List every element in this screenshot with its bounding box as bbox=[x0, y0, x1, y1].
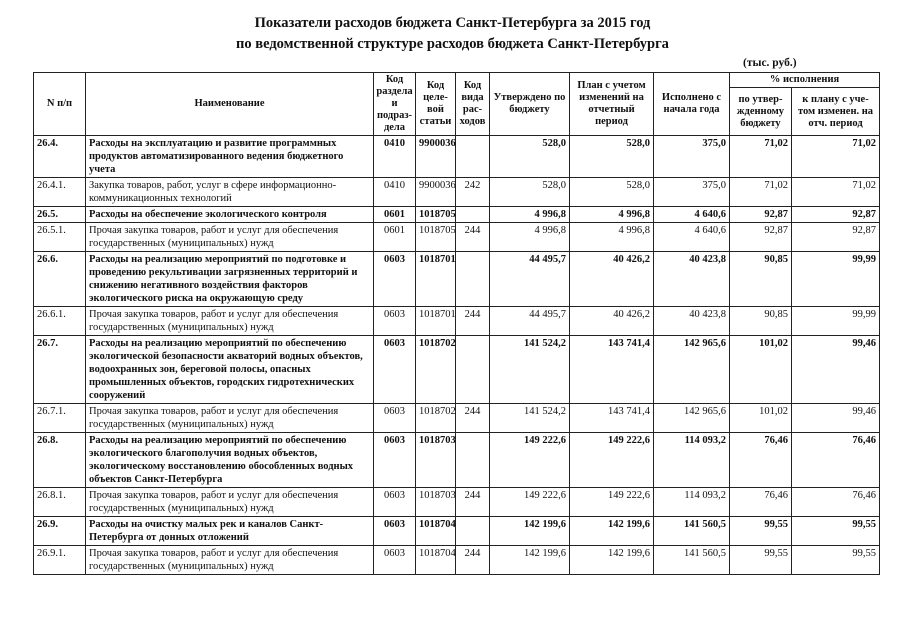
cell-target: 1018704 bbox=[416, 517, 456, 546]
cell-name: Расходы на очистку малых рек и каналов Санкт-Петербурга от донных отложений bbox=[86, 517, 374, 546]
header-approved: Утверждено по бюджету bbox=[490, 73, 570, 136]
cell-plan: 143 741,4 bbox=[570, 336, 654, 404]
table-row bbox=[34, 488, 880, 517]
cell-target: 1018702 bbox=[416, 336, 456, 404]
cell-executed: 4 640,6 bbox=[654, 223, 730, 252]
cell-pct-approved: 71,02 bbox=[730, 136, 792, 178]
cell-section: 0603 bbox=[374, 307, 416, 336]
table-row bbox=[34, 336, 880, 404]
cell-pct-plan: 76,46 bbox=[792, 433, 880, 488]
cell-plan: 143 741,4 bbox=[570, 404, 654, 433]
units-label: (тыс. руб.) bbox=[743, 57, 797, 69]
cell-name: Расходы на реализацию мероприятий по обеспечению экологической безопасности акваторий водных объектов, водоохранных зон, береговой полосы, опасных промышленных объектов, городских гидротехнических сооружений bbox=[86, 336, 374, 404]
table-row bbox=[34, 207, 880, 223]
cell-target: 1018704 bbox=[416, 546, 456, 575]
cell-pct-approved: 76,46 bbox=[730, 433, 792, 488]
cell-name: Прочая закупка товаров, работ и услуг для обеспечения государственных (муниципальных) нужд bbox=[86, 307, 374, 336]
cell-name: Расходы на обеспечение экологического контроля bbox=[86, 207, 374, 223]
cell-executed: 142 965,6 bbox=[654, 336, 730, 404]
cell-type bbox=[456, 517, 490, 546]
cell-num: 26.4.1. bbox=[34, 178, 86, 207]
cell-num: 26.7.1. bbox=[34, 404, 86, 433]
cell-approved: 142 199,6 bbox=[490, 517, 570, 546]
table-body bbox=[34, 136, 880, 575]
cell-plan: 142 199,6 bbox=[570, 546, 654, 575]
cell-pct-plan: 99,55 bbox=[792, 546, 880, 575]
cell-approved: 528,0 bbox=[490, 136, 570, 178]
cell-name: Прочая закупка товаров, работ и услуг для обеспечения государственных (муниципальных) нужд bbox=[86, 488, 374, 517]
cell-approved: 4 996,8 bbox=[490, 223, 570, 252]
cell-name: Расходы на реализацию мероприятий по подготовке и проведению рекультивации загрязненных территорий и снижению негативного воздействия факторов экологического риска на окружающую среду bbox=[86, 252, 374, 307]
cell-target: 1018701 bbox=[416, 252, 456, 307]
header-code-section: Код раздела и подраз-дела bbox=[374, 73, 416, 136]
cell-approved: 141 524,2 bbox=[490, 404, 570, 433]
header-pct-plan: к плану с уче-том изменен. на отч. период bbox=[792, 88, 880, 136]
table-row bbox=[34, 307, 880, 336]
cell-approved: 149 222,6 bbox=[490, 488, 570, 517]
cell-executed: 141 560,5 bbox=[654, 546, 730, 575]
cell-section: 0603 bbox=[374, 546, 416, 575]
cell-approved: 149 222,6 bbox=[490, 433, 570, 488]
cell-type bbox=[456, 136, 490, 178]
cell-type bbox=[456, 336, 490, 404]
cell-approved: 142 199,6 bbox=[490, 546, 570, 575]
header-plan: План с учетом изменений на отчетный период bbox=[570, 73, 654, 136]
cell-plan: 528,0 bbox=[570, 178, 654, 207]
cell-plan: 40 426,2 bbox=[570, 252, 654, 307]
cell-num: 26.9. bbox=[34, 517, 86, 546]
cell-type: 242 bbox=[456, 178, 490, 207]
cell-pct-plan: 71,02 bbox=[792, 136, 880, 178]
cell-pct-approved: 92,87 bbox=[730, 223, 792, 252]
table-row bbox=[34, 252, 880, 307]
header-executed: Исполнено с начала года bbox=[654, 73, 730, 136]
cell-target: 1018703 bbox=[416, 488, 456, 517]
cell-executed: 114 093,2 bbox=[654, 433, 730, 488]
cell-num: 26.5. bbox=[34, 207, 86, 223]
cell-section: 0603 bbox=[374, 252, 416, 307]
cell-executed: 40 423,8 bbox=[654, 252, 730, 307]
cell-target: 1018701 bbox=[416, 307, 456, 336]
cell-plan: 142 199,6 bbox=[570, 517, 654, 546]
cell-plan: 149 222,6 bbox=[570, 433, 654, 488]
cell-type: 244 bbox=[456, 307, 490, 336]
cell-pct-approved: 76,46 bbox=[730, 488, 792, 517]
cell-num: 26.5.1. bbox=[34, 223, 86, 252]
cell-name: Расходы на эксплуатацию и развитие программных продуктов автоматизированного ведения бюджетного учета bbox=[86, 136, 374, 178]
header-percent: % исполнения bbox=[730, 73, 880, 88]
header-num: N п/п bbox=[34, 73, 86, 136]
table-row bbox=[34, 136, 880, 178]
cell-pct-plan: 92,87 bbox=[792, 207, 880, 223]
cell-plan: 4 996,8 bbox=[570, 207, 654, 223]
cell-section: 0410 bbox=[374, 136, 416, 178]
cell-pct-approved: 99,55 bbox=[730, 517, 792, 546]
header-code-target: Код целе-вой статьи bbox=[416, 73, 456, 136]
cell-section: 0410 bbox=[374, 178, 416, 207]
table-row bbox=[34, 546, 880, 575]
cell-target: 1018702 bbox=[416, 404, 456, 433]
cell-section: 0603 bbox=[374, 404, 416, 433]
cell-num: 26.7. bbox=[34, 336, 86, 404]
cell-target: 1018703 bbox=[416, 433, 456, 488]
cell-pct-approved: 90,85 bbox=[730, 307, 792, 336]
cell-executed: 141 560,5 bbox=[654, 517, 730, 546]
cell-pct-approved: 71,02 bbox=[730, 178, 792, 207]
cell-section: 0603 bbox=[374, 336, 416, 404]
cell-executed: 375,0 bbox=[654, 136, 730, 178]
cell-section: 0603 bbox=[374, 488, 416, 517]
cell-executed: 40 423,8 bbox=[654, 307, 730, 336]
header-name: Наименование bbox=[86, 73, 374, 136]
cell-pct-plan: 99,46 bbox=[792, 404, 880, 433]
cell-target: 1018705 bbox=[416, 207, 456, 223]
cell-num: 26.9.1. bbox=[34, 546, 86, 575]
cell-plan: 149 222,6 bbox=[570, 488, 654, 517]
cell-num: 26.8. bbox=[34, 433, 86, 488]
cell-approved: 4 996,8 bbox=[490, 207, 570, 223]
cell-plan: 528,0 bbox=[570, 136, 654, 178]
cell-pct-approved: 101,02 bbox=[730, 336, 792, 404]
cell-pct-approved: 101,02 bbox=[730, 404, 792, 433]
cell-name: Закупка товаров, работ, услуг в сфере информационно-коммуникационных технологий bbox=[86, 178, 374, 207]
cell-section: 0601 bbox=[374, 223, 416, 252]
header-code-type: Код вида рас-ходов bbox=[456, 73, 490, 136]
cell-pct-plan: 99,99 bbox=[792, 307, 880, 336]
cell-type bbox=[456, 207, 490, 223]
cell-pct-plan: 99,99 bbox=[792, 252, 880, 307]
cell-pct-approved: 92,87 bbox=[730, 207, 792, 223]
cell-type: 244 bbox=[456, 488, 490, 517]
cell-section: 0601 bbox=[374, 207, 416, 223]
cell-pct-plan: 99,55 bbox=[792, 517, 880, 546]
cell-name: Расходы на реализацию мероприятий по обеспечению экологического благополучия водных объектов, экологическому восстановлению обособленных водных объектов Санкт-Петербурга bbox=[86, 433, 374, 488]
cell-pct-plan: 71,02 bbox=[792, 178, 880, 207]
header-pct-approved: по утвер-жденному бюджету bbox=[730, 88, 792, 136]
cell-pct-approved: 90,85 bbox=[730, 252, 792, 307]
budget-table bbox=[33, 72, 880, 575]
cell-type: 244 bbox=[456, 223, 490, 252]
cell-plan: 40 426,2 bbox=[570, 307, 654, 336]
cell-section: 0603 bbox=[374, 517, 416, 546]
cell-approved: 44 495,7 bbox=[490, 252, 570, 307]
cell-target: 1018705 bbox=[416, 223, 456, 252]
cell-num: 26.6.1. bbox=[34, 307, 86, 336]
cell-type: 244 bbox=[456, 546, 490, 575]
cell-name: Прочая закупка товаров, работ и услуг для обеспечения государственных (муниципальных) нужд bbox=[86, 546, 374, 575]
document-subtitle: по ведомственной структуре расходов бюджета Санкт-Петербурга bbox=[236, 36, 669, 52]
cell-num: 26.6. bbox=[34, 252, 86, 307]
cell-approved: 44 495,7 bbox=[490, 307, 570, 336]
cell-target: 9900036 bbox=[416, 178, 456, 207]
cell-name: Прочая закупка товаров, работ и услуг для обеспечения государственных (муниципальных) нужд bbox=[86, 404, 374, 433]
cell-num: 26.4. bbox=[34, 136, 86, 178]
cell-type bbox=[456, 433, 490, 488]
cell-section: 0603 bbox=[374, 433, 416, 488]
cell-pct-plan: 99,46 bbox=[792, 336, 880, 404]
table-row bbox=[34, 178, 880, 207]
table-row bbox=[34, 433, 880, 488]
table-row bbox=[34, 223, 880, 252]
cell-approved: 141 524,2 bbox=[490, 336, 570, 404]
cell-target: 9900036 bbox=[416, 136, 456, 178]
cell-executed: 4 640,6 bbox=[654, 207, 730, 223]
table-row bbox=[34, 517, 880, 546]
cell-name: Прочая закупка товаров, работ и услуг для обеспечения государственных (муниципальных) нужд bbox=[86, 223, 374, 252]
cell-type bbox=[456, 252, 490, 307]
document-title: Показатели расходов бюджета Санкт-Петербурга за 2015 год bbox=[254, 15, 651, 31]
cell-type: 244 bbox=[456, 404, 490, 433]
table-row bbox=[34, 404, 880, 433]
cell-plan: 4 996,8 bbox=[570, 223, 654, 252]
cell-executed: 114 093,2 bbox=[654, 488, 730, 517]
cell-pct-plan: 76,46 bbox=[792, 488, 880, 517]
cell-executed: 375,0 bbox=[654, 178, 730, 207]
cell-approved: 528,0 bbox=[490, 178, 570, 207]
cell-pct-plan: 92,87 bbox=[792, 223, 880, 252]
cell-pct-approved: 99,55 bbox=[730, 546, 792, 575]
cell-executed: 142 965,6 bbox=[654, 404, 730, 433]
cell-num: 26.8.1. bbox=[34, 488, 86, 517]
